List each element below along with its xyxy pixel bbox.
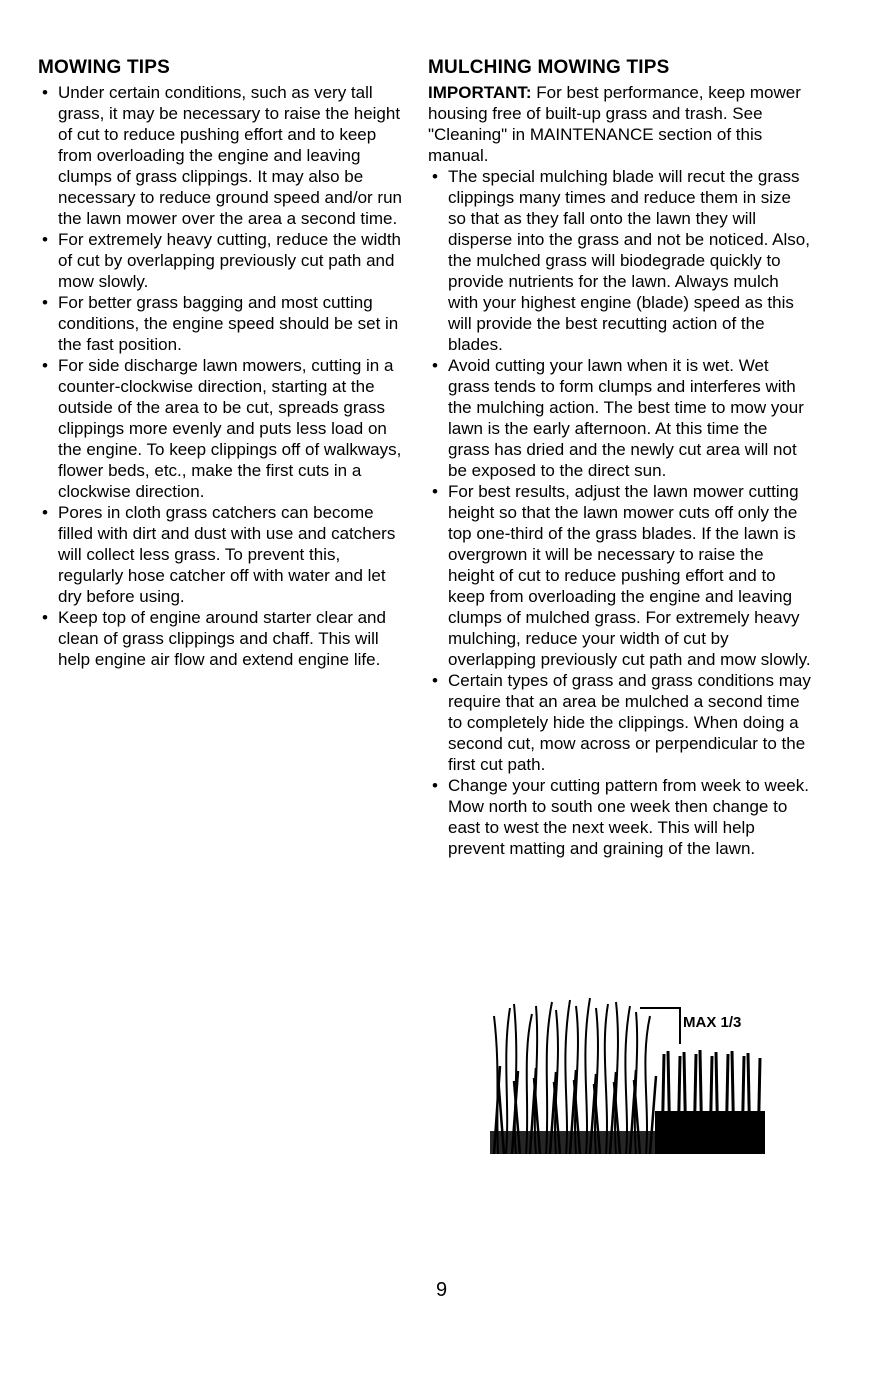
important-label: IMPORTANT: — [428, 83, 532, 102]
mulching-tips-list — [428, 166, 813, 859]
page-number: 9 — [435, 1279, 448, 1301]
list-item: • Certain types of grass and grass conditions may require that an area be mulched a second time to completely hide the clippings. When doing a second cut, mow across or perpendicular to the first cut path. — [428, 670, 813, 775]
mowing-tips-heading: MOWING TIPS — [38, 57, 171, 78]
max-cut-label: MAX 1/3 — [683, 1014, 742, 1031]
list-item: • Change your cutting pattern from week to week. Mow north to south one week then change to east to west the next week. This will help prevent matting and graining of the lawn. — [428, 775, 813, 859]
list-item: • Pores in cloth grass catchers can become filled with dirt and dust with use and catchers will collect less grass. To prevent this, regularly hose catcher off with water and let dry before using. — [38, 502, 410, 607]
mowing-tips-column — [38, 57, 410, 670]
list-item: • Avoid cutting your lawn when it is wet. Wet grass tends to form clumps and interferes with the mulching action. The best time to mow your lawn is the early afternoon. At this time the grass has dried and the newly cut area will not be exposed to the direct sun. — [428, 355, 813, 481]
mulching-tips-column — [428, 57, 813, 859]
list-item: • Under certain conditions, such as very tall grass, it may be necessary to raise the height of cut to reduce pushing effort and to keep from overloading the engine and leaving clumps of grass clippings. It may also be necessary to reduce ground speed and/or run the lawn mower over the area a second time. — [38, 82, 410, 229]
list-item: • For side discharge lawn mowers, cutting in a counter-clockwise direction, starting at the outside of the area to be cut, spreads grass clippings more evenly and puts less load on the engine. To keep clippings off of walkways, flower beds, etc., make the first cuts in a clockwise direction. — [38, 355, 410, 502]
list-item: • For better grass bagging and most cutting conditions, the engine speed should be set in the fast position. — [38, 292, 410, 355]
list-item: • For extremely heavy cutting, reduce the width of cut by overlapping previously cut path and mow slowly. — [38, 229, 410, 292]
list-item: • The special mulching blade will recut the grass clippings many times and reduce them in size so that as they fall onto the lawn they will disperse into the grass and not be noticed. Also, the mulched grass will biodegrade quickly to provide nutrients for the lawn. Always mulch with your highest engine (blade) speed as this will provide the best recutting action of the blades. — [428, 166, 813, 355]
mulching-tips-heading: MULCHING MOWING TIPS — [428, 57, 670, 78]
mowing-tips-list — [38, 82, 410, 670]
list-item: • Keep top of engine around starter clear and clean of grass clippings and chaff. This will help engine air flow and extend engine life. — [38, 607, 410, 670]
important-note — [428, 82, 813, 166]
list-item: • For best results, adjust the lawn mower cutting height so that the lawn mower cuts off only the top one-third of the grass blades. If the lawn is overgrown it will be necessary to raise the height of cut to reduce pushing effort and to keep from overloading the engine and leaving clumps of mulched grass. For extremely heavy mulching, reduce your width of cut by overlapping previously cut path and mow slowly. — [428, 481, 813, 670]
important-text: For best performance, keep mower housing free of built-up grass and trash. See "Cleaning" in MAINTENANCE section of this manual. — [428, 83, 801, 165]
